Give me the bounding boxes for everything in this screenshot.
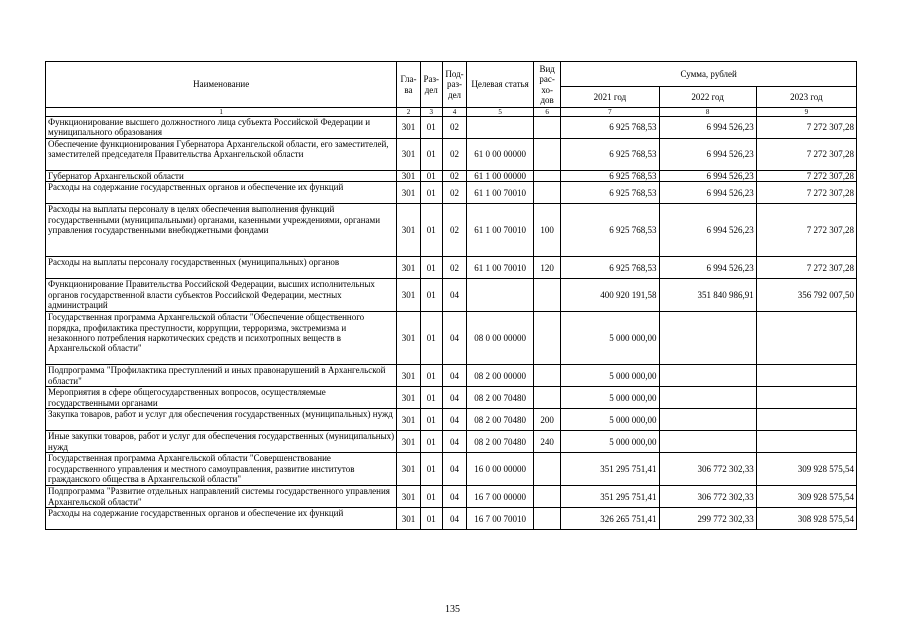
cell-tselevaya-statya: 08 2 00 70480 [467, 409, 534, 431]
column-number: 7 [561, 108, 659, 117]
cell-sum-2022 [659, 387, 756, 409]
table-row [46, 279, 857, 312]
column-number: 6 [533, 108, 560, 117]
table-row [46, 453, 857, 486]
table-row [46, 312, 857, 365]
cell-razdel: 01 [420, 204, 442, 257]
cell-glava: 301 [397, 117, 420, 139]
header-summa: Сумма, рублей [561, 62, 857, 87]
table-row [46, 431, 857, 453]
cell-sum-2023: 356 792 007,50 [756, 279, 856, 312]
cell-razdel: 01 [420, 453, 442, 486]
cell-sum-2021: 6 925 768,53 [561, 204, 659, 257]
cell-sum-2023: 308 928 575,54 [756, 508, 856, 530]
column-number: 5 [467, 108, 534, 117]
cell-podrazdel: 04 [442, 508, 466, 530]
cell-name: Расходы на выплаты персоналу в целях обеспечения выполнения функций государственными (муниципальными) органами, казенными учреждениями, органами управления государственными внебюджетными фондами [46, 204, 397, 257]
column-number: 2 [397, 108, 420, 117]
cell-sum-2023: 309 928 575,54 [756, 486, 856, 508]
cell-vid-rashodov [533, 508, 560, 530]
cell-glava: 301 [397, 257, 420, 279]
cell-sum-2022: 306 772 302,33 [659, 453, 756, 486]
cell-tselevaya-statya: 08 2 00 70480 [467, 431, 534, 453]
cell-razdel: 01 [420, 365, 442, 387]
cell-sum-2021: 5 000 000,00 [561, 365, 659, 387]
cell-vid-rashodov [533, 486, 560, 508]
table-row [46, 257, 857, 279]
cell-sum-2021: 326 265 751,41 [561, 508, 659, 530]
cell-tselevaya-statya: 16 7 00 00000 [467, 486, 534, 508]
cell-razdel: 01 [420, 508, 442, 530]
header-name: Наименование [46, 62, 397, 108]
cell-vid-rashodov [533, 453, 560, 486]
cell-sum-2022 [659, 431, 756, 453]
table-row [46, 486, 857, 508]
cell-podrazdel: 02 [442, 182, 466, 204]
cell-sum-2023: 7 272 307,28 [756, 170, 856, 181]
cell-sum-2022: 306 772 302,33 [659, 486, 756, 508]
cell-podrazdel: 02 [442, 257, 466, 279]
cell-vid-rashodov [533, 312, 560, 365]
cell-glava: 301 [397, 409, 420, 431]
cell-sum-2023: 7 272 307,28 [756, 257, 856, 279]
cell-sum-2021: 5 000 000,00 [561, 409, 659, 431]
cell-name: Функционирование Правительства Российской Федерации, высших исполнительных органов государственной власти субъектов Российской Федерации, местных администраций [46, 279, 397, 312]
cell-sum-2022: 6 994 526,23 [659, 182, 756, 204]
cell-vid-rashodov [533, 138, 560, 170]
cell-podrazdel: 04 [442, 365, 466, 387]
cell-sum-2023 [756, 409, 856, 431]
cell-vid-rashodov [533, 170, 560, 181]
cell-glava: 301 [397, 486, 420, 508]
cell-name: Подпрограмма "Развитие отдельных направлений системы государственного управления Архангельской области" [46, 486, 397, 508]
cell-razdel: 01 [420, 138, 442, 170]
cell-vid-rashodov [533, 182, 560, 204]
table-row [46, 204, 857, 257]
cell-glava: 301 [397, 170, 420, 181]
cell-tselevaya-statya [467, 117, 534, 139]
cell-podrazdel: 02 [442, 138, 466, 170]
cell-razdel: 01 [420, 257, 442, 279]
cell-podrazdel: 02 [442, 117, 466, 139]
header-year-2021: 2021 год [561, 87, 659, 108]
cell-podrazdel: 04 [442, 312, 466, 365]
cell-podrazdel: 04 [442, 431, 466, 453]
cell-tselevaya-statya: 61 1 00 00000 [467, 170, 534, 181]
table-row [46, 409, 857, 431]
cell-razdel: 01 [420, 387, 442, 409]
cell-podrazdel: 04 [442, 486, 466, 508]
cell-glava: 301 [397, 138, 420, 170]
table-row [46, 365, 857, 387]
cell-sum-2023: 7 272 307,28 [756, 138, 856, 170]
table-row [46, 387, 857, 409]
cell-sum-2023: 7 272 307,28 [756, 182, 856, 204]
cell-razdel: 01 [420, 117, 442, 139]
cell-vid-rashodov [533, 387, 560, 409]
table-row [46, 182, 857, 204]
cell-glava: 301 [397, 431, 420, 453]
cell-podrazdel: 04 [442, 453, 466, 486]
cell-name: Губернатор Архангельской области [46, 170, 397, 181]
cell-sum-2022: 6 994 526,23 [659, 257, 756, 279]
cell-name: Государственная программа Архангельской области "Совершенствование государственного управления и местного самоуправления, развитие институтов гражданского общества в Архангельской области" [46, 453, 397, 486]
header-vid-rashodov: Вид рас-хо-дов [533, 62, 560, 108]
cell-glava: 301 [397, 182, 420, 204]
cell-podrazdel: 04 [442, 279, 466, 312]
header-year-2023: 2023 год [756, 87, 856, 108]
cell-podrazdel: 02 [442, 170, 466, 181]
cell-sum-2021: 5 000 000,00 [561, 387, 659, 409]
cell-tselevaya-statya: 61 1 00 70010 [467, 204, 534, 257]
cell-glava: 301 [397, 279, 420, 312]
table-row [46, 138, 857, 170]
cell-tselevaya-statya: 16 7 00 70010 [467, 508, 534, 530]
cell-vid-rashodov: 200 [533, 409, 560, 431]
header-tselevaya-statya: Целевая статья [467, 62, 534, 108]
cell-razdel: 01 [420, 279, 442, 312]
cell-sum-2021: 6 925 768,53 [561, 170, 659, 181]
cell-sum-2021: 351 295 751,41 [561, 486, 659, 508]
cell-tselevaya-statya [467, 279, 534, 312]
table-row [46, 117, 857, 139]
cell-sum-2022: 6 994 526,23 [659, 204, 756, 257]
cell-name: Закупка товаров, работ и услуг для обеспечения государственных (муниципальных) нужд [46, 409, 397, 431]
cell-tselevaya-statya: 61 1 00 70010 [467, 182, 534, 204]
cell-name: Иные закупки товаров, работ и услуг для обеспечения государственных (муниципальных) нужд [46, 431, 397, 453]
header-razdel: Раз-дел [420, 62, 442, 108]
page-number: 135 [445, 604, 460, 615]
cell-sum-2022: 6 994 526,23 [659, 138, 756, 170]
cell-vid-rashodov: 100 [533, 204, 560, 257]
cell-sum-2022 [659, 409, 756, 431]
cell-tselevaya-statya: 16 0 00 00000 [467, 453, 534, 486]
cell-sum-2022: 299 772 302,33 [659, 508, 756, 530]
cell-tselevaya-statya: 08 2 00 00000 [467, 365, 534, 387]
cell-glava: 301 [397, 365, 420, 387]
cell-sum-2023 [756, 431, 856, 453]
cell-sum-2021: 400 920 191,58 [561, 279, 659, 312]
cell-razdel: 01 [420, 170, 442, 181]
cell-razdel: 01 [420, 486, 442, 508]
cell-name: Мероприятия в сфере общегосударственных вопросов, осуществляемые государственными органами [46, 387, 397, 409]
cell-sum-2022 [659, 312, 756, 365]
cell-glava: 301 [397, 508, 420, 530]
cell-vid-rashodov [533, 365, 560, 387]
cell-name: Государственная программа Архангельской области "Обеспечение общественного порядка, профилактика преступности, коррупции, терроризма, экстремизма и незаконного потребления наркотических средств и психотропных веществ в Архангельской области" [46, 312, 397, 365]
cell-podrazdel: 04 [442, 409, 466, 431]
cell-sum-2022: 6 994 526,23 [659, 170, 756, 181]
cell-razdel: 01 [420, 409, 442, 431]
table-body [46, 117, 857, 530]
cell-sum-2021: 6 925 768,53 [561, 117, 659, 139]
cell-tselevaya-statya: 61 0 00 00000 [467, 138, 534, 170]
cell-sum-2021: 351 295 751,41 [561, 453, 659, 486]
cell-razdel: 01 [420, 431, 442, 453]
cell-sum-2023 [756, 312, 856, 365]
cell-sum-2023: 7 272 307,28 [756, 204, 856, 257]
cell-tselevaya-statya: 08 0 00 00000 [467, 312, 534, 365]
header-year-2022: 2022 год [659, 87, 756, 108]
cell-sum-2021: 6 925 768,53 [561, 182, 659, 204]
cell-name: Расходы на содержание государственных органов и обеспечение их функций [46, 182, 397, 204]
cell-glava: 301 [397, 453, 420, 486]
cell-tselevaya-statya: 08 2 00 70480 [467, 387, 534, 409]
cell-vid-rashodov [533, 117, 560, 139]
cell-vid-rashodov: 120 [533, 257, 560, 279]
cell-sum-2022: 6 994 526,23 [659, 117, 756, 139]
cell-sum-2023: 309 928 575,54 [756, 453, 856, 486]
cell-glava: 301 [397, 387, 420, 409]
cell-sum-2023 [756, 387, 856, 409]
cell-razdel: 01 [420, 312, 442, 365]
cell-name: Расходы на содержание государственных органов и обеспечение их функций [46, 508, 397, 530]
column-number: 8 [659, 108, 756, 117]
budget-table [45, 61, 857, 530]
cell-razdel: 01 [420, 182, 442, 204]
cell-sum-2021: 6 925 768,53 [561, 257, 659, 279]
cell-sum-2022 [659, 365, 756, 387]
cell-tselevaya-statya: 61 1 00 70010 [467, 257, 534, 279]
cell-name: Расходы на выплаты персоналу государственных (муниципальных) органов [46, 257, 397, 279]
cell-glava: 301 [397, 204, 420, 257]
cell-vid-rashodov [533, 279, 560, 312]
cell-sum-2023 [756, 365, 856, 387]
cell-sum-2022: 351 840 986,91 [659, 279, 756, 312]
column-number: 4 [442, 108, 466, 117]
cell-podrazdel: 02 [442, 204, 466, 257]
cell-vid-rashodov: 240 [533, 431, 560, 453]
cell-sum-2021: 6 925 768,53 [561, 138, 659, 170]
table-row [46, 170, 857, 181]
header-glava: Гла-ва [397, 62, 420, 108]
cell-glava: 301 [397, 312, 420, 365]
cell-name: Обеспечение функционирования Губернатора Архангельской области, его заместителей, заместителей председателя Правительства Архангельской области [46, 138, 397, 170]
column-number: 3 [420, 108, 442, 117]
cell-podrazdel: 04 [442, 387, 466, 409]
cell-name: Функционирование высшего должностного лица субъекта Российской Федерации и муниципального образования [46, 117, 397, 139]
column-number: 1 [46, 108, 397, 117]
header-podrazdel: Под-раз-дел [442, 62, 466, 108]
cell-sum-2023: 7 272 307,28 [756, 117, 856, 139]
table-row [46, 508, 857, 530]
column-number: 9 [756, 108, 856, 117]
cell-sum-2021: 5 000 000,00 [561, 431, 659, 453]
cell-sum-2021: 5 000 000,00 [561, 312, 659, 365]
cell-name: Подпрограмма "Профилактика преступлений и иных правонарушений в Архангельской области" [46, 365, 397, 387]
column-number-row [46, 108, 857, 117]
